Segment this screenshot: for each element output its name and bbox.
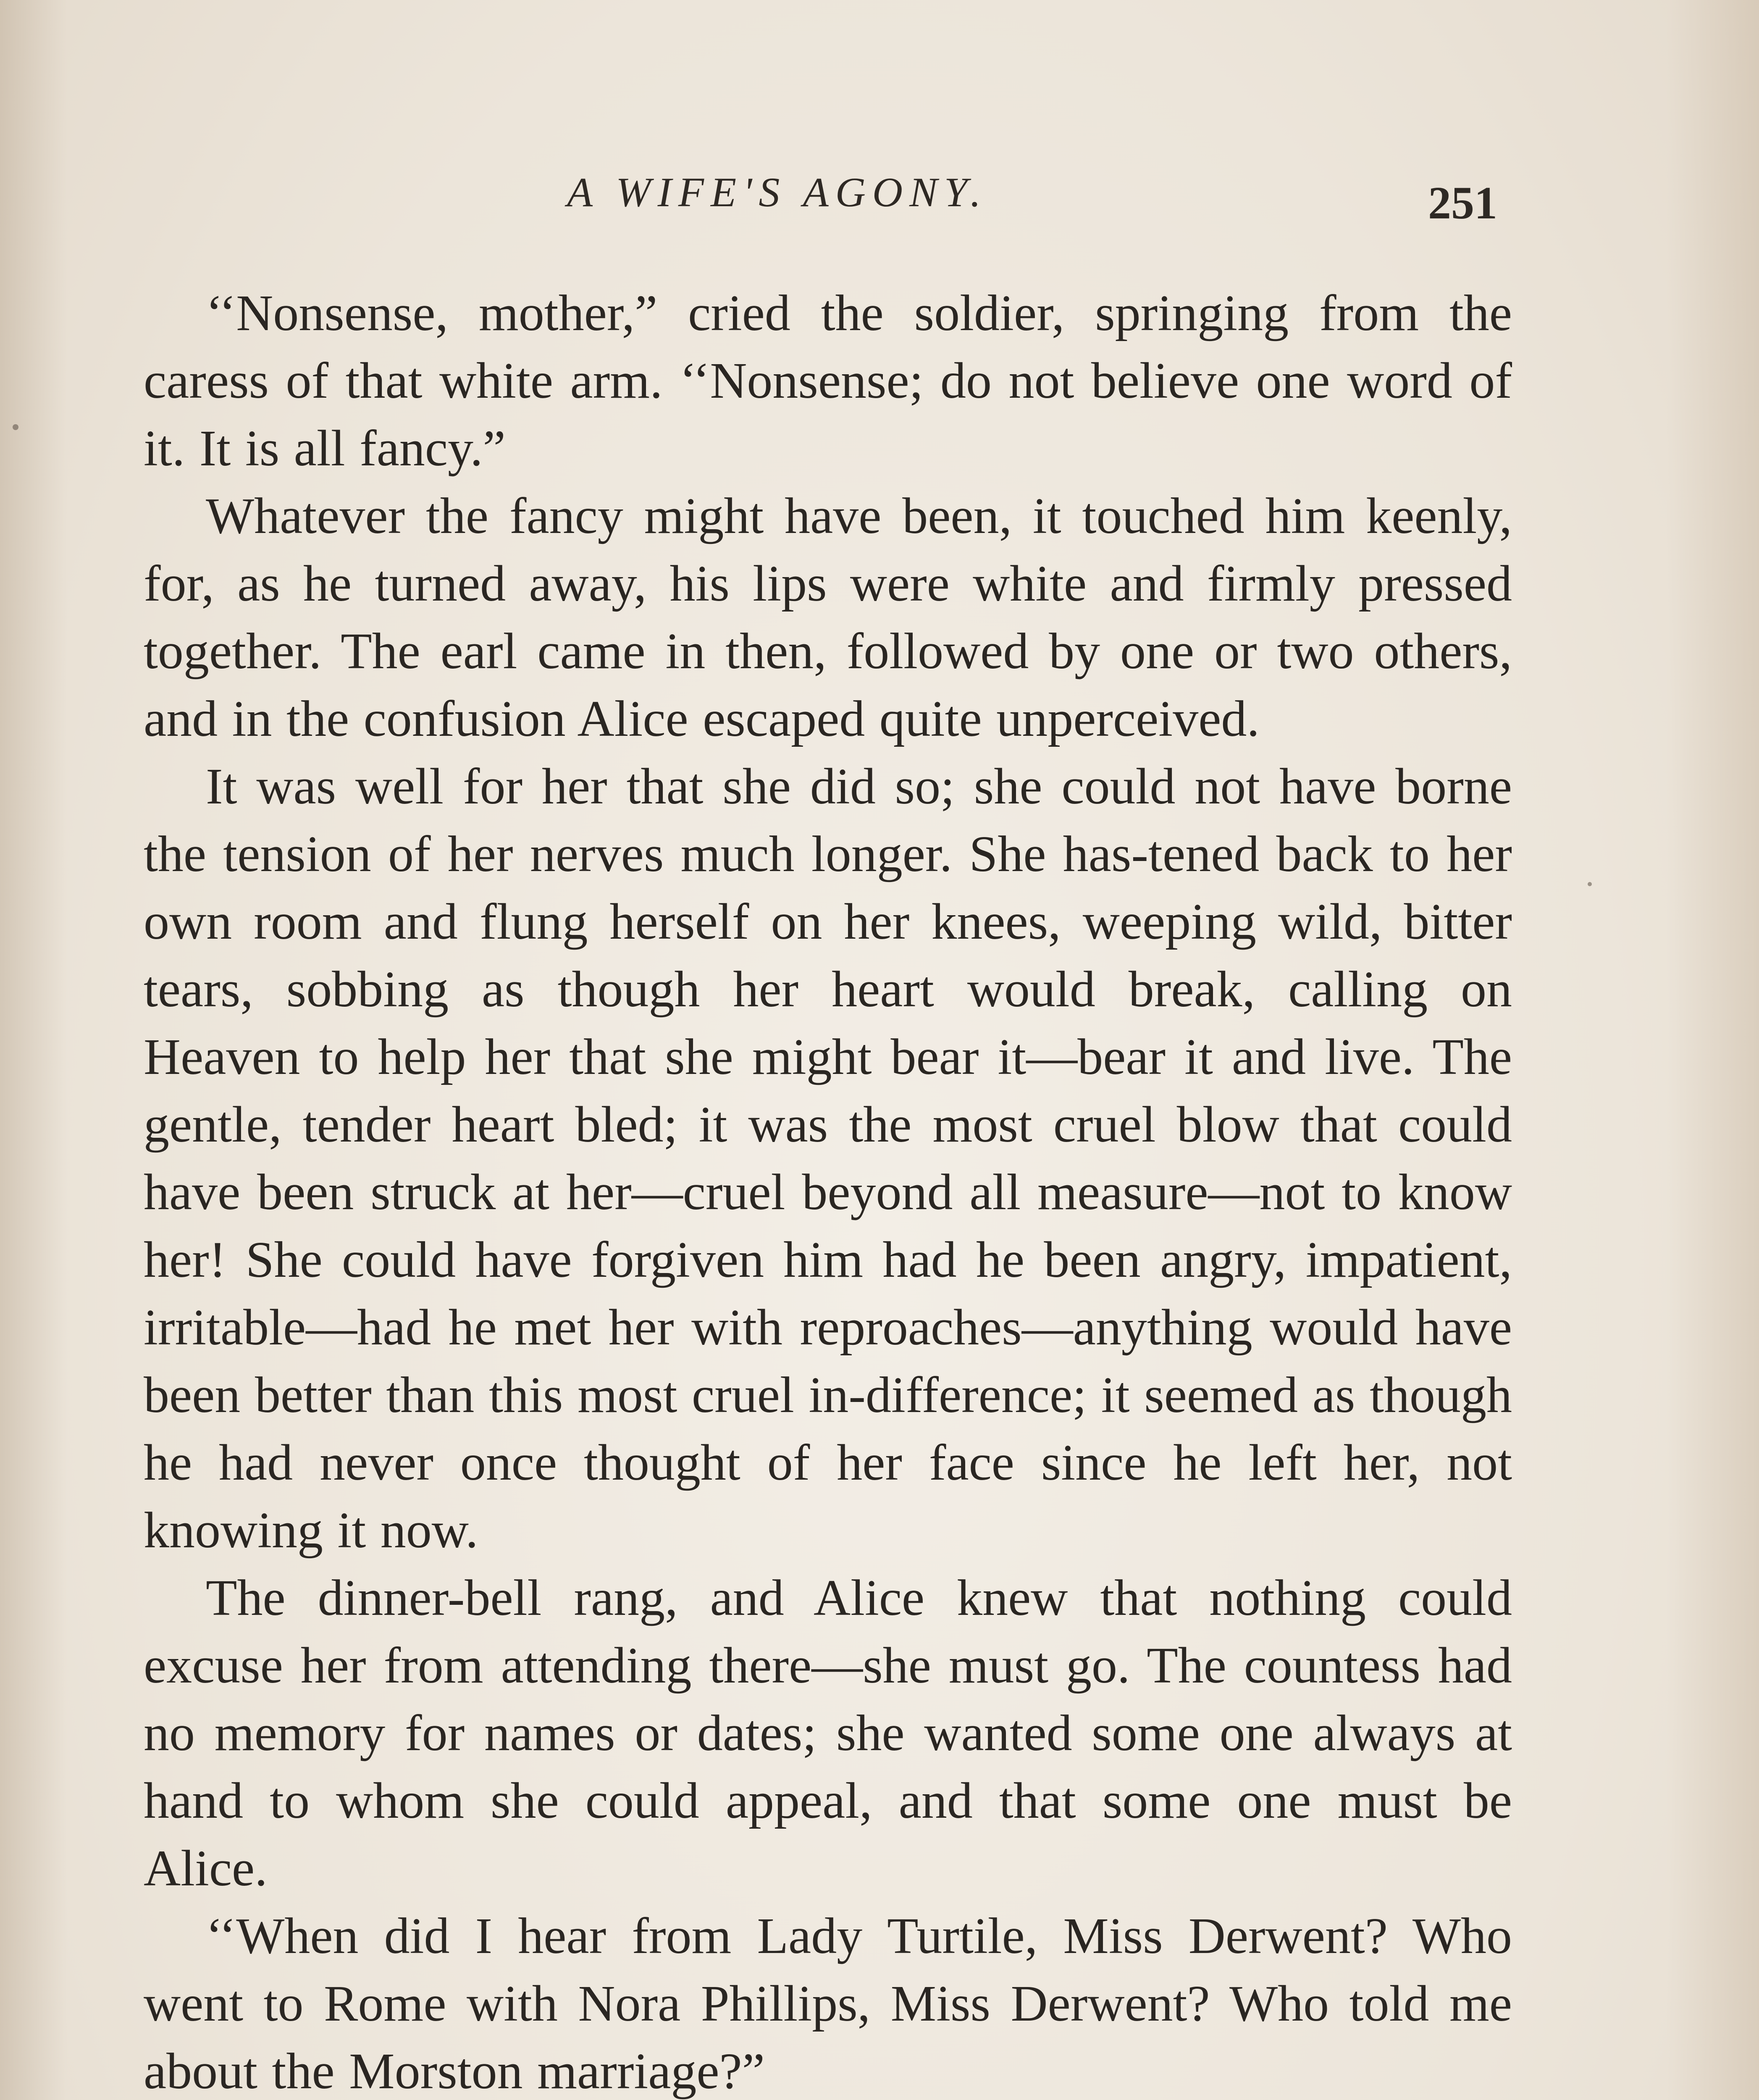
paper-speck [1588, 882, 1592, 886]
paragraph-1: ‘‘Nonsense, mother,” cried the soldier, springing from the caress of that white arm. ‘‘Nonsense; do not believe one word of it. It is all fancy.” [144, 285, 1512, 477]
running-title: A WIFE'S AGONY. [567, 169, 988, 215]
page-edge-shadow [1667, 0, 1759, 2100]
paragraph-2: Whatever the fancy might have been, it touched him keenly, for, as he turned away, his lips were white and firmly pressed together. The earl came in then, followed by one or two others, and in the confusion Alice escaped quite unperceived. [144, 488, 1512, 747]
spine-shadow [0, 0, 67, 2100]
paragraph-5: ‘‘When did I hear from Lady Turtile, Miss Derwent? Who went to Rome with Nora Phillips, Miss Derwent? Who told me about the Morston marriage?” [144, 1908, 1512, 2100]
paragraph-3: It was well for her that she did so; she could not have borne the tension of her nerves much longer. She has-tened back to her own room and flung herself on her knees, weeping wild, bitter tears, sobbing as though her heart would break, calling on Heaven to help her that she might bear it—bear it and live. The gentle, tender heart bled; it was the most cruel blow that could have been struck at her—cruel beyond all measure—not to know her! She could have forgiven him had he been angry, impatient, irritable—had he met her with reproaches—anything would have been better than this most cruel in-difference; it seemed as though he had never once thought of her face since he left her, not knowing it now. [144, 758, 1512, 1559]
paper-speck [13, 424, 18, 430]
page-number: 251 [1428, 177, 1497, 228]
paragraph-4: The dinner-bell rang, and Alice knew that nothing could excuse her from attending there—she must go. The countess had no memory for names or dates; she wanted some one always at hand to whom she could appeal, and that some one must be Alice. [144, 1570, 1512, 1897]
body-text [144, 279, 1512, 2100]
